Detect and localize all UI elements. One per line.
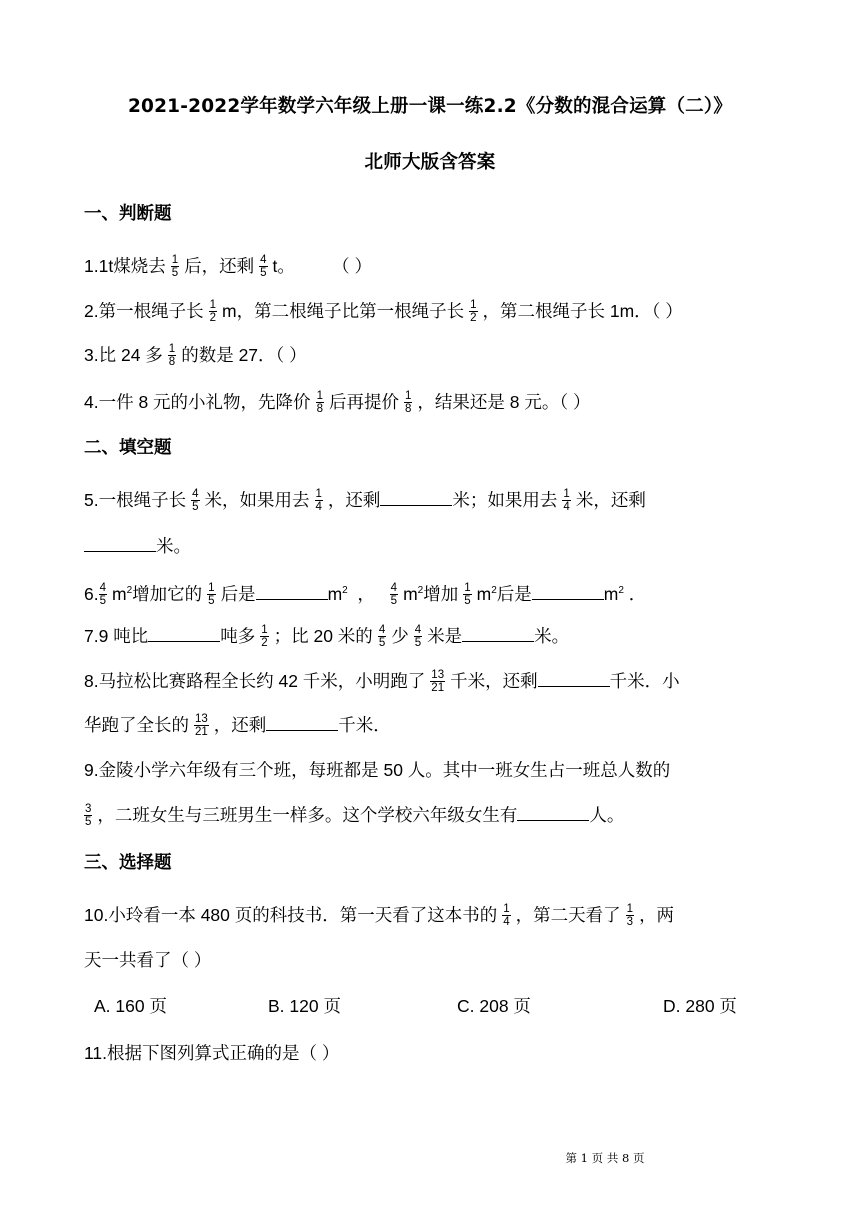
question-5: 5.一根绳子长 $\frac{4}{5}$ 米，如果用去 $\frac{1}{4}$ ，还剩 米；如果用去 $\frac{1}{4}$ 米，还剩 (84, 487, 646, 513)
page-footer: 第 1 页 共 8 页 (565, 1151, 645, 1165)
question-8-cont: 华跑了全长的 $\frac{13}{21}$ ，还剩 千米． (84, 712, 391, 738)
title-line-1: 2021-2022学年数学六年级上册一课一练2.2《分数的混合运算（二）》 (127, 96, 733, 117)
title-line-2: 北师大版含答案 (364, 152, 496, 173)
question-8: 8.马拉松比赛路程全长约 42 千米，小明跑了 $\frac{13}{21}$ 千米，还剩 千米．小 (84, 668, 680, 694)
answer-blank[interactable] (266, 714, 338, 731)
question-11: 11.根据下图列算式正确的是（ ） (84, 1043, 340, 1063)
question-4: 4.一件 8 元的小礼物，先降价 $\frac{1}{8}$ 后再提价 $\frac{1}{8}$ ，结果还是 8 元。（ ） (84, 389, 591, 415)
answer-blank[interactable] (256, 583, 328, 600)
question-10: 10.小玲看一本 480 页的科技书．第一天看了这本书的 $\frac{1}{4}$ ，第二天看了 $\frac{1}{3}$ ，两 (84, 902, 675, 928)
answer-blank[interactable] (538, 670, 610, 687)
question-3: 3.比 24 多 $\frac{1}{8}$ 的数是 27．（ ） (84, 342, 307, 368)
section-heading-fill-in: 二、填空题 (84, 438, 172, 458)
question-10-cont: 天一共看了（ ） (84, 950, 212, 970)
answer-blank[interactable] (380, 489, 452, 506)
option-b[interactable]: B. 120 页 (268, 996, 341, 1016)
answer-blank[interactable] (148, 625, 220, 642)
question-6: 6. $\frac{4}{5}$ $m^2$增加它的 $\frac{1}{5}$ 后是 $m^2$ ， $\frac{4}{5}$ $m^2$增加 $\frac{1}{5}$ $m^2$后是 $m^2$ ． (84, 581, 647, 607)
question-2: 2.第一根绳子长 $\frac{1}{2}$ m，第二根绳子比第一根绳子长 $\frac{1}{2}$ ，第二根绳子长 1m．（ ） (84, 298, 683, 324)
question-1: 1.1t煤烧去 $\frac{1}{5}$ 后，还剩 $\frac{4}{5}$ t。 （ ） (84, 253, 373, 279)
answer-blank[interactable] (84, 535, 156, 552)
question-7: 7.9 吨比 吨多 $\frac{1}{2}$ ；比 20 米的 $\frac{4}{5}$ 少 $\frac{4}{5}$ 米是 米。 (84, 623, 570, 649)
question-9: 9.金陵小学六年级有三个班，每班都是 50 人。其中一班女生占一班总人数的 (84, 760, 671, 780)
answer-blank[interactable] (532, 583, 604, 600)
option-d[interactable]: D. 280 页 (663, 996, 737, 1016)
option-c[interactable]: C. 208 页 (457, 996, 531, 1016)
answer-blank[interactable] (462, 625, 534, 642)
question-5-cont: 米。 (84, 534, 191, 558)
question-9-cont: $\frac{3}{5}$ ，二班女生与三班男生一样多。这个学校六年级女生有 人。 (85, 802, 625, 828)
answer-blank[interactable] (517, 804, 589, 821)
option-a[interactable]: A. 160 页 (94, 996, 167, 1016)
section-heading-judgement: 一、判断题 (84, 204, 172, 224)
section-heading-choice: 三、选择题 (84, 853, 172, 873)
